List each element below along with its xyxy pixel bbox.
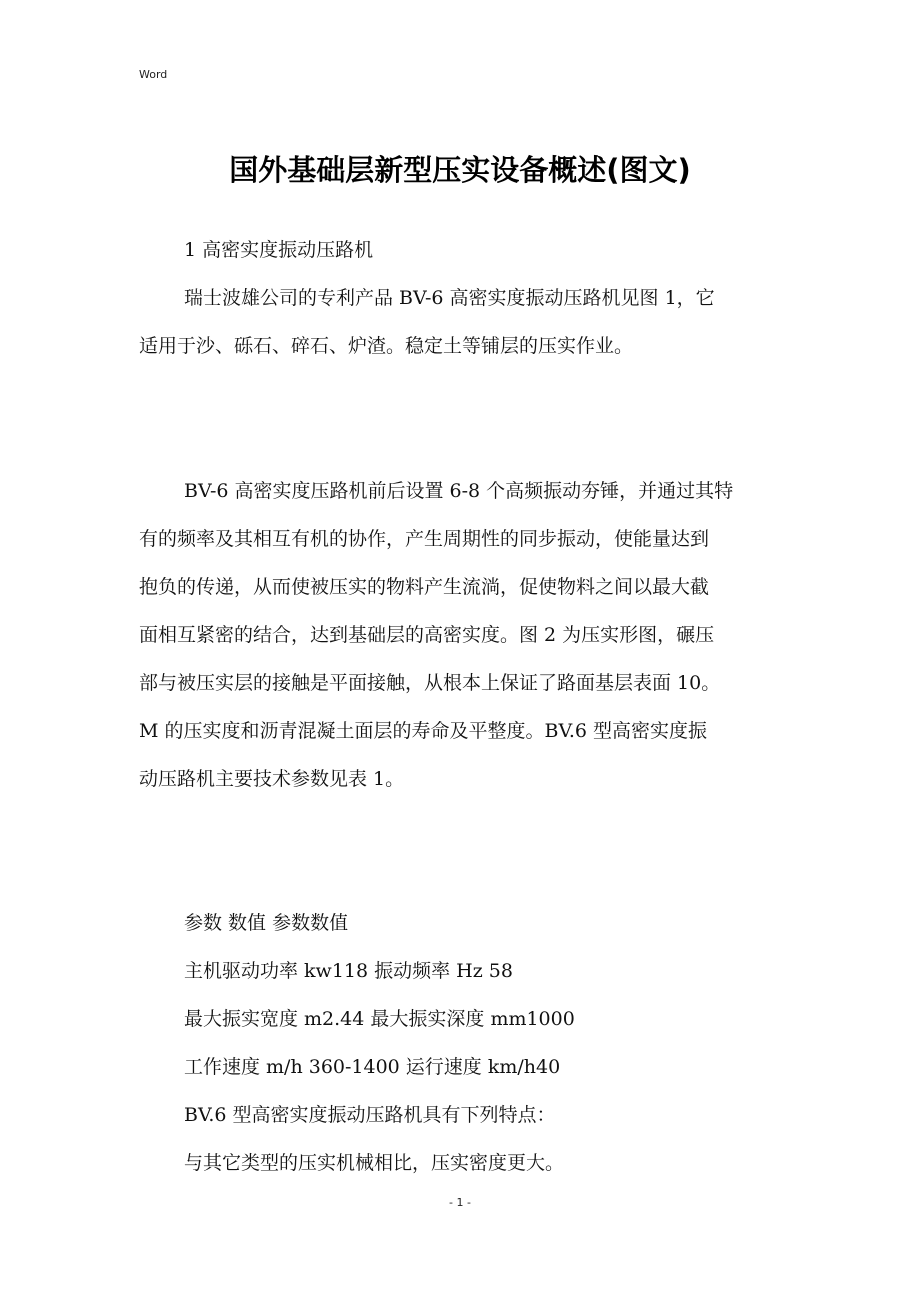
paragraph-2-line: M 的压实度和沥青混凝土面层的寿命及平整度。BV.6 型高密实度振 — [139, 720, 708, 742]
paragraph-2-line: 抱负的传递，从而使被压实的物料产生流淌，促使物料之间以最大截 — [139, 576, 710, 598]
document-title: 国外基础层新型压实设备概述(图文) — [229, 153, 691, 187]
paragraph-2-line: 面相互紧密的结合，达到基础层的高密实度。图 2 为压实形图，碾压 — [139, 624, 715, 646]
parameter-line: BV.6 型高密实度振动压路机具有下列特点： — [184, 1104, 556, 1126]
header-label: Word — [139, 68, 168, 81]
paragraph-2-line: 有的频率及其相互有机的协作，产生周期性的同步振动，使能量达到 — [139, 528, 710, 550]
paragraph-1-line: 瑞士波雄公司的专利产品 BV-6 高密实度振动压路机见图 1，它 — [184, 287, 715, 309]
parameter-line: 最大振实宽度 m2.44 最大振实深度 mm1000 — [184, 1008, 575, 1030]
paragraph-2-line: BV-6 高密实度压路机前后设置 6-8 个高频振动夯锤，并通过其特 — [184, 480, 734, 502]
paragraph-1-line: 适用于沙、砾石、碎石、炉渣。稳定土等铺层的压实作业。 — [139, 335, 634, 357]
parameter-line: 工作速度 m/h 360-1400 运行速度 km/h40 — [184, 1056, 561, 1078]
parameter-line: 参数 数值 参数数值 — [184, 912, 349, 934]
section-heading: 1 高密实度振动压路机 — [184, 239, 374, 261]
parameter-line: 主机驱动功率 kw118 振动频率 Hz 58 — [184, 960, 513, 982]
paragraph-2-line: 动压路机主要技术参数见表 1。 — [139, 768, 405, 790]
paragraph-2-line: 部与被压实层的接触是平面接触，从根本上保证了路面基层表面 10。 — [139, 672, 721, 694]
page-number: - 1 - — [449, 1196, 471, 1209]
parameter-line: 与其它类型的压实机械相比，压实密度更大。 — [184, 1152, 565, 1174]
